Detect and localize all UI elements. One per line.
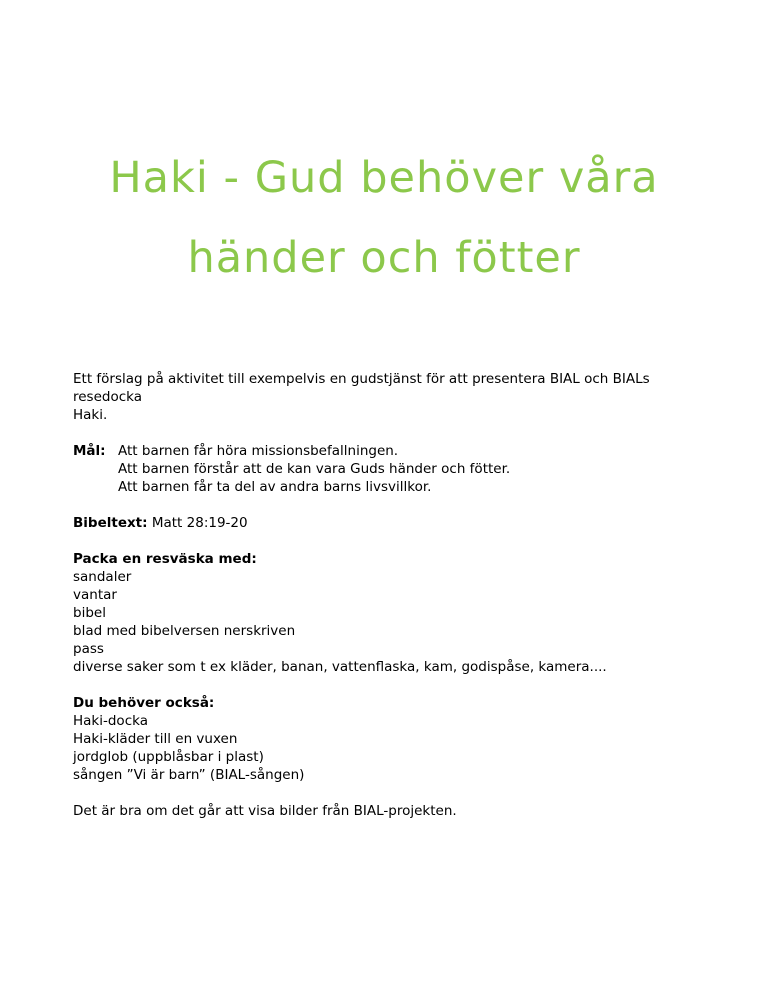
- title-line-2: händer och fötter: [187, 233, 581, 283]
- intro-paragraph: [73, 370, 703, 424]
- bible-label: Bibeltext:: [73, 515, 148, 531]
- need-heading: Du behöver också:: [73, 695, 215, 711]
- list-item: jordglob (uppblåsbar i plast): [73, 749, 264, 765]
- goal-item: Att barnen får höra missionsbefallningen.: [118, 443, 399, 459]
- list-item: bibel: [73, 605, 106, 621]
- intro-line-1: Ett förslag på aktivitet till exempelvis en gudstjänst för att presentera BIAL och BIALs resedocka: [73, 371, 650, 405]
- list-item: sången ”Vi är barn” (BIAL-sången): [73, 767, 305, 783]
- list-item: sandaler: [73, 569, 132, 585]
- list-item: blad med bibelversen nerskriven: [73, 623, 296, 639]
- list-item: vantar: [73, 587, 117, 603]
- intro-line-2: Haki.: [73, 407, 108, 423]
- goal-section: [73, 442, 703, 496]
- list-item: diverse saker som t ex kläder, banan, vattenflaska, kam, godispåse, kamera....: [73, 659, 607, 675]
- goal-item: Att barnen förstår att de kan vara Guds händer och fötter.: [118, 461, 511, 477]
- closing-paragraph: Det är bra om det går att visa bilder från BIAL-projekten.: [73, 803, 457, 819]
- title-line-1: Haki - Gud behöver våra: [109, 153, 659, 203]
- bible-text-line: [73, 514, 703, 532]
- pack-heading: Packa en resväska med:: [73, 551, 257, 567]
- goal-item: Att barnen får ta del av andra barns livsvillkor.: [118, 479, 432, 495]
- bible-reference: Matt 28:19-20: [147, 515, 248, 531]
- need-list: [73, 694, 703, 784]
- list-item: Haki-kläder till en vuxen: [73, 731, 238, 747]
- pack-list: [73, 550, 703, 676]
- document-body: [73, 370, 703, 820]
- goal-label: Mål:: [73, 443, 106, 459]
- document-title: [0, 138, 768, 298]
- list-item: pass: [73, 641, 104, 657]
- list-item: Haki-docka: [73, 713, 148, 729]
